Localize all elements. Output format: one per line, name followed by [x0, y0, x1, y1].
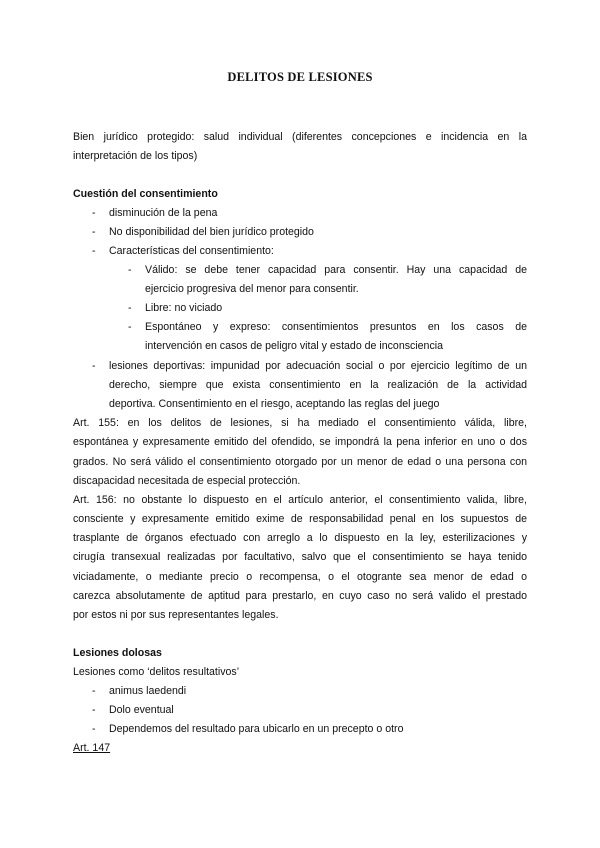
list-dash: - [92, 226, 96, 238]
art155-line-1: Art. 155: en los delitos de lesiones, si ha mediado el consentimiento válida, libre, [73, 417, 527, 429]
list-item: No disponibilidad del bien jurídico protegido [109, 226, 314, 238]
art156-line-5: viciadamente, o mediante precio o recompensa, o el otogrante sea menor de edad o [73, 571, 527, 583]
sub-list-dash: - [128, 321, 132, 333]
bien-juridico-line-2: interpretación de los tipos) [73, 150, 198, 162]
art156-line-7: por estos ni por sus representantes legales. [73, 609, 279, 621]
list-dash: - [92, 360, 96, 372]
art156-line-4: cirugía transexual realizadas por facultativo, salvo que el consentimiento se haya tenido [73, 551, 527, 563]
list-dash: - [92, 704, 96, 716]
list-item: Dolo eventual [109, 704, 174, 716]
list-dash: - [92, 245, 96, 257]
art156-line-2: consciente y expresamente emitido exime de responsabilidad penal en los supuestos de [73, 513, 527, 525]
list-dash: - [92, 685, 96, 697]
sub-list-item: Espontáneo y expreso: consentimientos presuntos en los casos de [145, 321, 527, 333]
sub-list-item: Válido: se debe tener capacidad para consentir. Hay una capacidad de [145, 264, 527, 276]
list-item: animus laedendi [109, 685, 187, 697]
sub-list-item-cont: ejercicio progresiva del menor para consentir. [145, 283, 359, 295]
sub-list-item: Libre: no viciado [145, 302, 223, 314]
art156-line-1: Art. 156: no obstante lo dispuesto en el artículo anterior, el consentimiento valida, libre, [73, 494, 527, 506]
art155-line-2: espontánea y expresamente emitido del ofendido, se impondrá la pena inferior en uno o dos [73, 436, 527, 448]
list-item: Dependemos del resultado para ubicarlo en un precepto o otro [109, 723, 404, 735]
art155-line-3: grados. No será válido el consentimiento otorgado por un menor de edad o una persona con [73, 456, 527, 468]
bien-juridico-line-1: Bien jurídico protegido: salud individual (diferentes concepciones e incidencia en la [73, 131, 527, 143]
art155-line-4: discapacidad necesitada de especial protección. [73, 475, 301, 487]
list-item: disminución de la pena [109, 207, 218, 219]
list-dash: - [92, 207, 96, 219]
dolosas-intro: Lesiones como ‘delitos resultativos’ [73, 666, 240, 678]
deportivas-line-3: deportiva. Consentimiento en el riesgo, aceptando las reglas del juego [109, 398, 440, 410]
deportivas-line-2: derecho, siempre que exista consentimiento en la realización de la actividad [109, 379, 527, 391]
sub-list-dash: - [128, 264, 132, 276]
dolosas-heading: Lesiones dolosas [73, 647, 162, 659]
consentimiento-heading: Cuestión del consentimiento [73, 188, 218, 200]
art156-line-6: carezca absolutamente de aptitud para prestarlo, en cuyo caso no será valido el prestado [73, 590, 527, 602]
sub-list-item-cont: intervención en casos de peligro vital y estado de inconsciencia [145, 340, 443, 352]
deportivas-line-1: lesiones deportivas: impunidad por adecuación social o por ejercicio legítimo de un [109, 360, 527, 372]
sub-list-dash: - [128, 302, 132, 314]
list-item: Características del consentimiento: [109, 245, 274, 257]
art156-line-3: trasplante de órganos efectuado con arreglo a lo dispuesto en la ley, esterilizaciones y [73, 532, 527, 544]
art147-link: Art. 147 [73, 742, 111, 754]
page-title: DELITOS DE LESIONES [227, 70, 373, 84]
list-dash: - [92, 723, 96, 735]
